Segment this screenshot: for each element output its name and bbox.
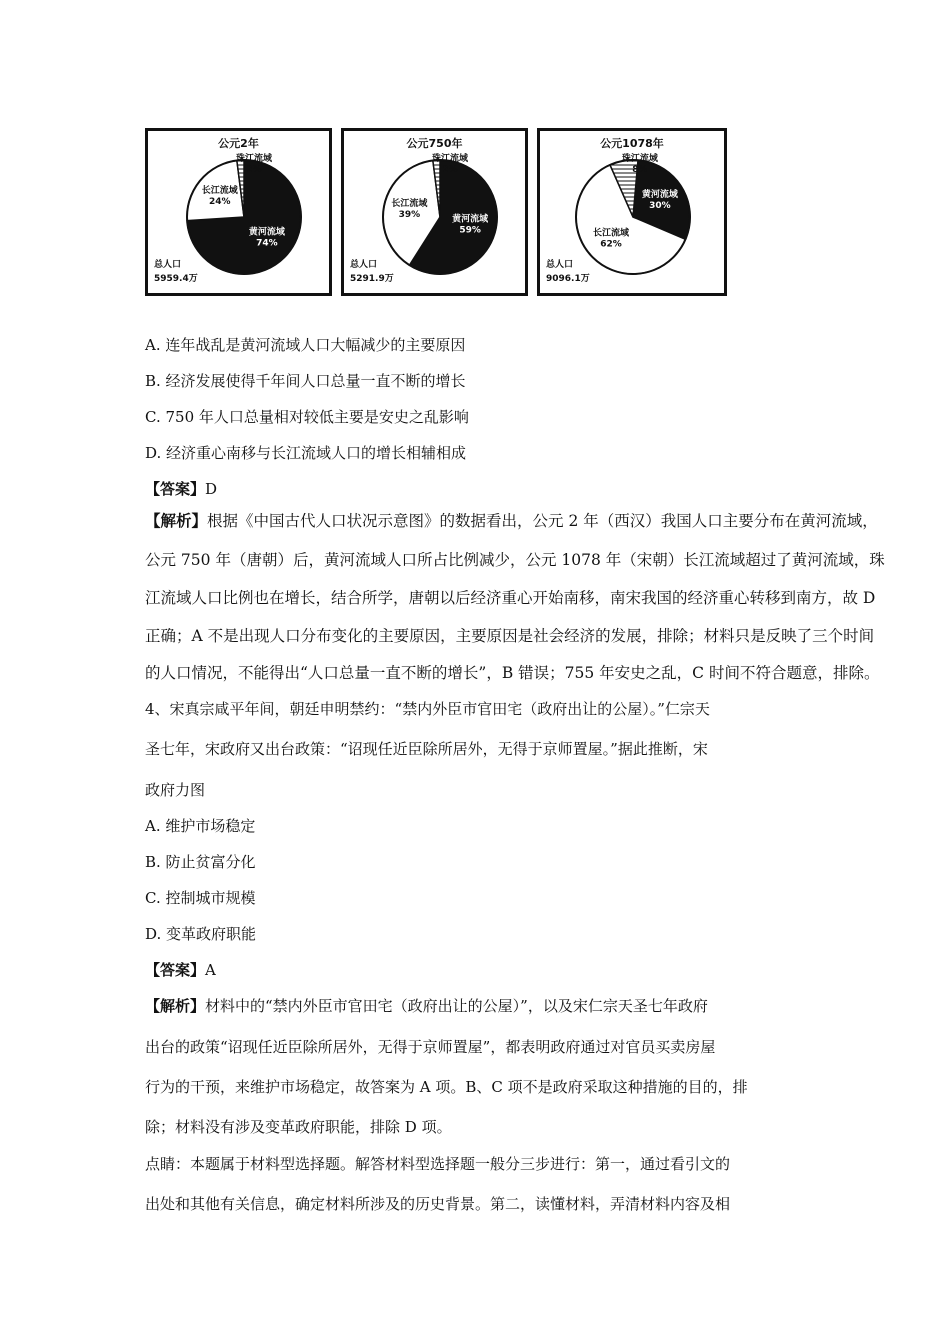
q4-analysis-line-4: 除；材料没有涉及变革政府职能，排除 D 项。 (145, 1118, 452, 1136)
q3-option-a: A. 连年战乱是黄河流域人口大幅减少的主要原因 (145, 336, 466, 354)
q3-analysis-line-1 (145, 512, 878, 530)
answer-value: D (205, 480, 218, 498)
slice-label-value: 2% (442, 165, 458, 175)
q4-analysis-line-1 (145, 997, 708, 1015)
slice-label-value: 62% (600, 239, 622, 250)
analysis-label: 【解析】 (145, 511, 208, 530)
q3-analysis-line-4: 正确；A 不是出现人口分布变化的主要原因，主要原因是社会经济的发展，排除；材料只是反映了三个时间 (145, 627, 875, 645)
slice-label-value: 74% (256, 238, 278, 249)
total-value: 9096.1万 (546, 274, 590, 284)
pie-svg (344, 131, 525, 293)
q4-stem-line-1: 4、宋真宗咸平年间，朝廷申明禁约：“禁内外臣市官田宅（政府出让的公屋）。”仁宗天 (145, 700, 710, 718)
q4-option-c: C. 控制城市规模 (145, 889, 256, 907)
pie-svg (540, 131, 724, 293)
q4-analysis-line-2: 出台的政策“诏现任近臣除所居外，无得于京师置屋”，都表明政府通过对官员买卖房屋 (145, 1038, 716, 1056)
q3-option-d: D. 经济重心南移与长江流域人口的增长相辅相成 (145, 444, 467, 462)
chart-title: 公元2年 (218, 137, 259, 150)
total-value: 5291.9万 (350, 274, 394, 284)
slice-label-name: 珠江流域 (621, 154, 658, 164)
slice-label-name: 黄河流域 (452, 214, 489, 225)
q3-option-c: C. 750 年人口总量相对较低主要是安史之乱影响 (145, 408, 469, 426)
answer-label: 【答案】 (145, 961, 206, 979)
population-charts (145, 128, 735, 296)
slice-label-name: 珠江流域 (235, 154, 273, 164)
q3-answer (145, 480, 217, 498)
analysis-text: 材料中的“禁内外臣市官田宅（政府出让的公屋）”，以及宋仁宗天圣七年政府 (205, 997, 708, 1015)
slice-label-name: 珠江流域 (431, 154, 469, 164)
pie-chart-2ad (145, 128, 332, 296)
slice-label-value: 24% (209, 197, 231, 207)
slice-label-value: 2% (246, 165, 262, 175)
slice-label-value: 39% (398, 210, 421, 221)
answer-value: A (205, 961, 216, 979)
slice-label-value: 59% (459, 225, 481, 236)
chart-title: 公元1078年 (600, 137, 664, 150)
slice-label-name: 黄河流域 (641, 189, 678, 200)
slice-label-name: 长江流域 (201, 186, 238, 196)
slice-label-value: 30% (649, 200, 671, 211)
q4-tip-line-1: 点睛：本题属于材料型选择题。解答材料型选择题一般分三步进行：第一，通过看引文的 (145, 1155, 731, 1173)
q4-option-b: B. 防止贫富分化 (145, 853, 256, 871)
chart-title: 公元750年 (406, 137, 463, 150)
slice-label-name: 长江流域 (592, 228, 630, 239)
slice-label-value: 8% (632, 165, 648, 175)
q4-option-d: D. 变革政府职能 (145, 925, 257, 943)
pie-chart-1078ad (537, 128, 727, 296)
total-value: 5959.4万 (154, 274, 198, 284)
total-label: 总人口 (350, 260, 378, 270)
q3-option-b: B. 经济发展使得千年间人口总量一直不断的增长 (145, 372, 466, 390)
pie-chart-750ad (341, 128, 528, 296)
analysis-text: 根据《中国古代人口状况示意图》的数据看出，公元 2 年（西汉）我国人口主要分布在黄河流域， (207, 512, 878, 530)
slice-label-name: 黄河流域 (248, 227, 285, 238)
q3-analysis-line-5: 的人口情况，不能得出“人口总量一直不断的增长”，B 错误；755 年安史之乱，C 时间不符合题意，排除。 (145, 664, 880, 682)
pie-svg (148, 131, 329, 293)
total-label: 总人口 (154, 260, 182, 270)
q4-analysis-line-3: 行为的干预，来维护市场稳定，故答案为 A 项。B、C 项不是政府采取这种措施的目的，排 (145, 1078, 748, 1096)
q4-answer (145, 961, 216, 979)
total-label: 总人口 (546, 260, 574, 270)
q3-analysis-line-2: 公元 750 年（唐朝）后，黄河流域人口所占比例减少，公元 1078 年（宋朝）长江流域超过了黄河流域，珠 (145, 551, 885, 569)
slice-label-name: 长江流域 (391, 199, 428, 210)
q4-stem-line-3: 政府力图 (145, 781, 206, 799)
q4-option-a: A. 维护市场稳定 (145, 817, 256, 835)
q3-analysis-line-3: 江流域人口比例也在增长，结合所学，唐朝以后经济重心开始南移，南宋我国的经济重心转移到南方，故 D (145, 589, 876, 607)
q4-stem-line-2: 圣七年，宋政府又出台政策：“诏现任近臣除所居外，无得于京师置屋。”据此推断，宋 (145, 740, 708, 758)
answer-label: 【答案】 (145, 480, 206, 498)
q4-tip-line-2: 出处和其他有关信息，确定材料所涉及的历史背景。第二，读懂材料，弄清材料内容及相 (145, 1195, 731, 1213)
analysis-label: 【解析】 (145, 997, 206, 1015)
